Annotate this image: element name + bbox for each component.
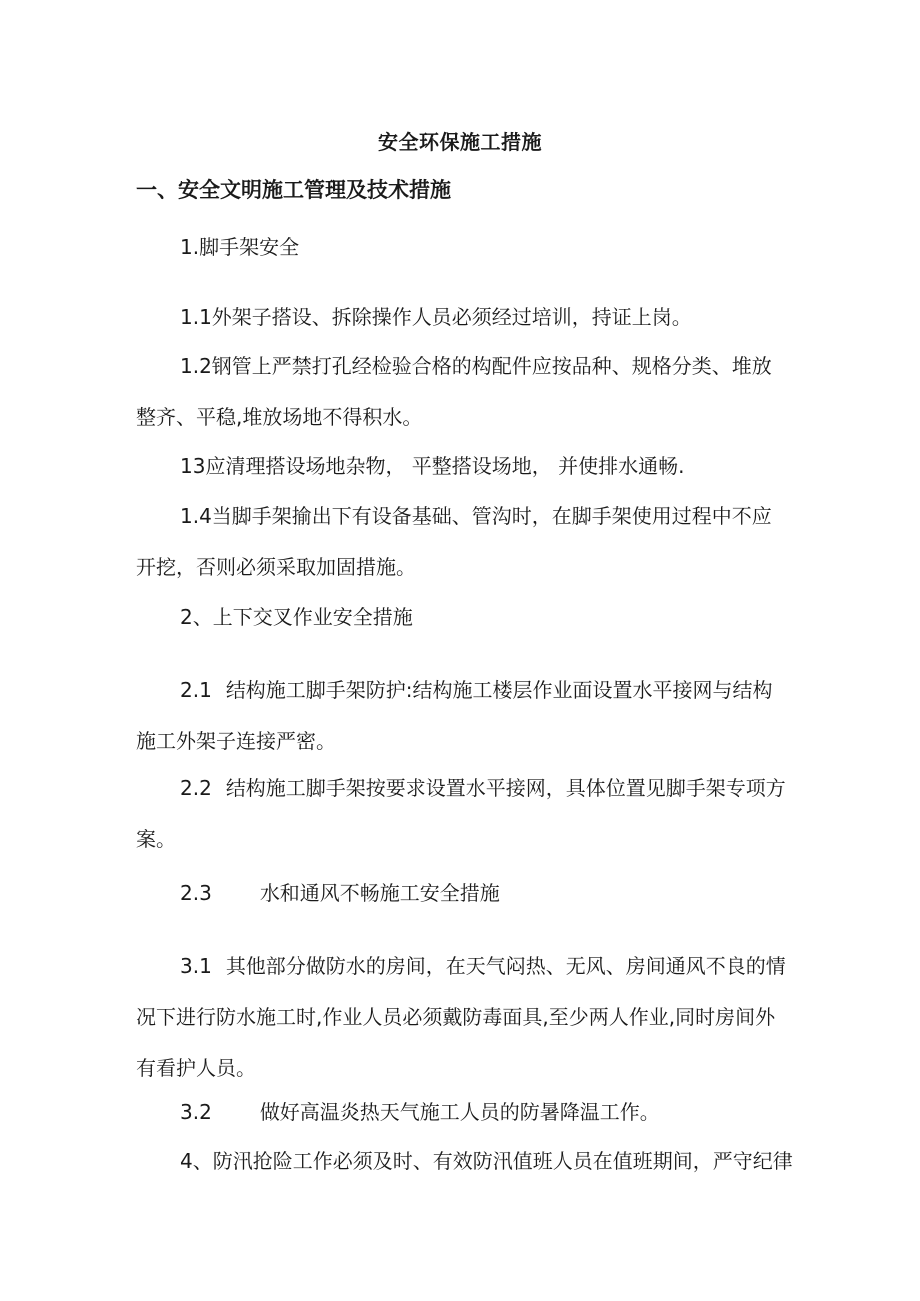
item-text: 结构施工脚手架按要求设置水平接网，具体位置见脚手架专项方案。 bbox=[136, 776, 786, 851]
paragraph-2-3 bbox=[136, 868, 791, 919]
item-number: 2.3 bbox=[180, 881, 212, 905]
section-heading: 一、安全文明施工管理及技术措施 bbox=[136, 178, 451, 202]
paragraph-cross-work: 2、上下交叉作业安全措施 bbox=[180, 605, 413, 629]
paragraph-2-2 bbox=[136, 763, 791, 865]
document-title: 安全环保施工措施 bbox=[378, 130, 542, 154]
paragraph-1-1: 1.1外架子搭设、拆除操作人员必须经过培训，持证上岗。 bbox=[180, 305, 692, 329]
item-text: 其他部分做防水的房间，在天气闷热、无风、房间通风不良的情况下进行防水施工时,作业人员必须戴防毒面具,至少两人作业,同时房间外有看护人员。 bbox=[136, 954, 786, 1080]
item-text: 脚手架安全 bbox=[199, 235, 300, 259]
paragraph-1-4: 1.4当脚手架揄出下有设备基础、管沟时，在脚手架使用过程中不应开挖，否则必须采取加固措施。 bbox=[136, 504, 772, 579]
paragraph-3-1 bbox=[136, 941, 791, 1094]
item-number: 1. bbox=[180, 235, 200, 259]
paragraph-3-2 bbox=[136, 1087, 791, 1138]
item-number: 2.1 bbox=[180, 678, 212, 702]
item-text: 结构施工脚手架防护:结构施工楼层作业面设置水平接网与结构施工外架子连接严密。 bbox=[136, 678, 773, 753]
paragraph-4: 4、防汛抢险工作必须及时、有效防汛值班人员在值班期间，严守纪律 bbox=[180, 1149, 793, 1173]
paragraph-scaffold-safety bbox=[136, 222, 791, 273]
item-text: 做好高温炎热天气施工人员的防暑降温工作。 bbox=[259, 1100, 660, 1124]
item-number: 2.2 bbox=[180, 776, 212, 800]
paragraph-1-3: 13应清理搭设场地杂物， 平整搭设场地， 并使排水通畅. bbox=[180, 454, 685, 478]
item-text: 水和通风不畅施工安全措施 bbox=[259, 881, 500, 905]
item-number: 3.1 bbox=[180, 954, 212, 978]
paragraph-1-2: 1.2钢管上严禁打孔经检验合格的构配件应按品种、规格分类、堆放整齐、平稳,堆放场地不得积水。 bbox=[136, 354, 772, 429]
item-number: 3.2 bbox=[180, 1100, 212, 1124]
paragraph-2-1 bbox=[136, 665, 791, 767]
